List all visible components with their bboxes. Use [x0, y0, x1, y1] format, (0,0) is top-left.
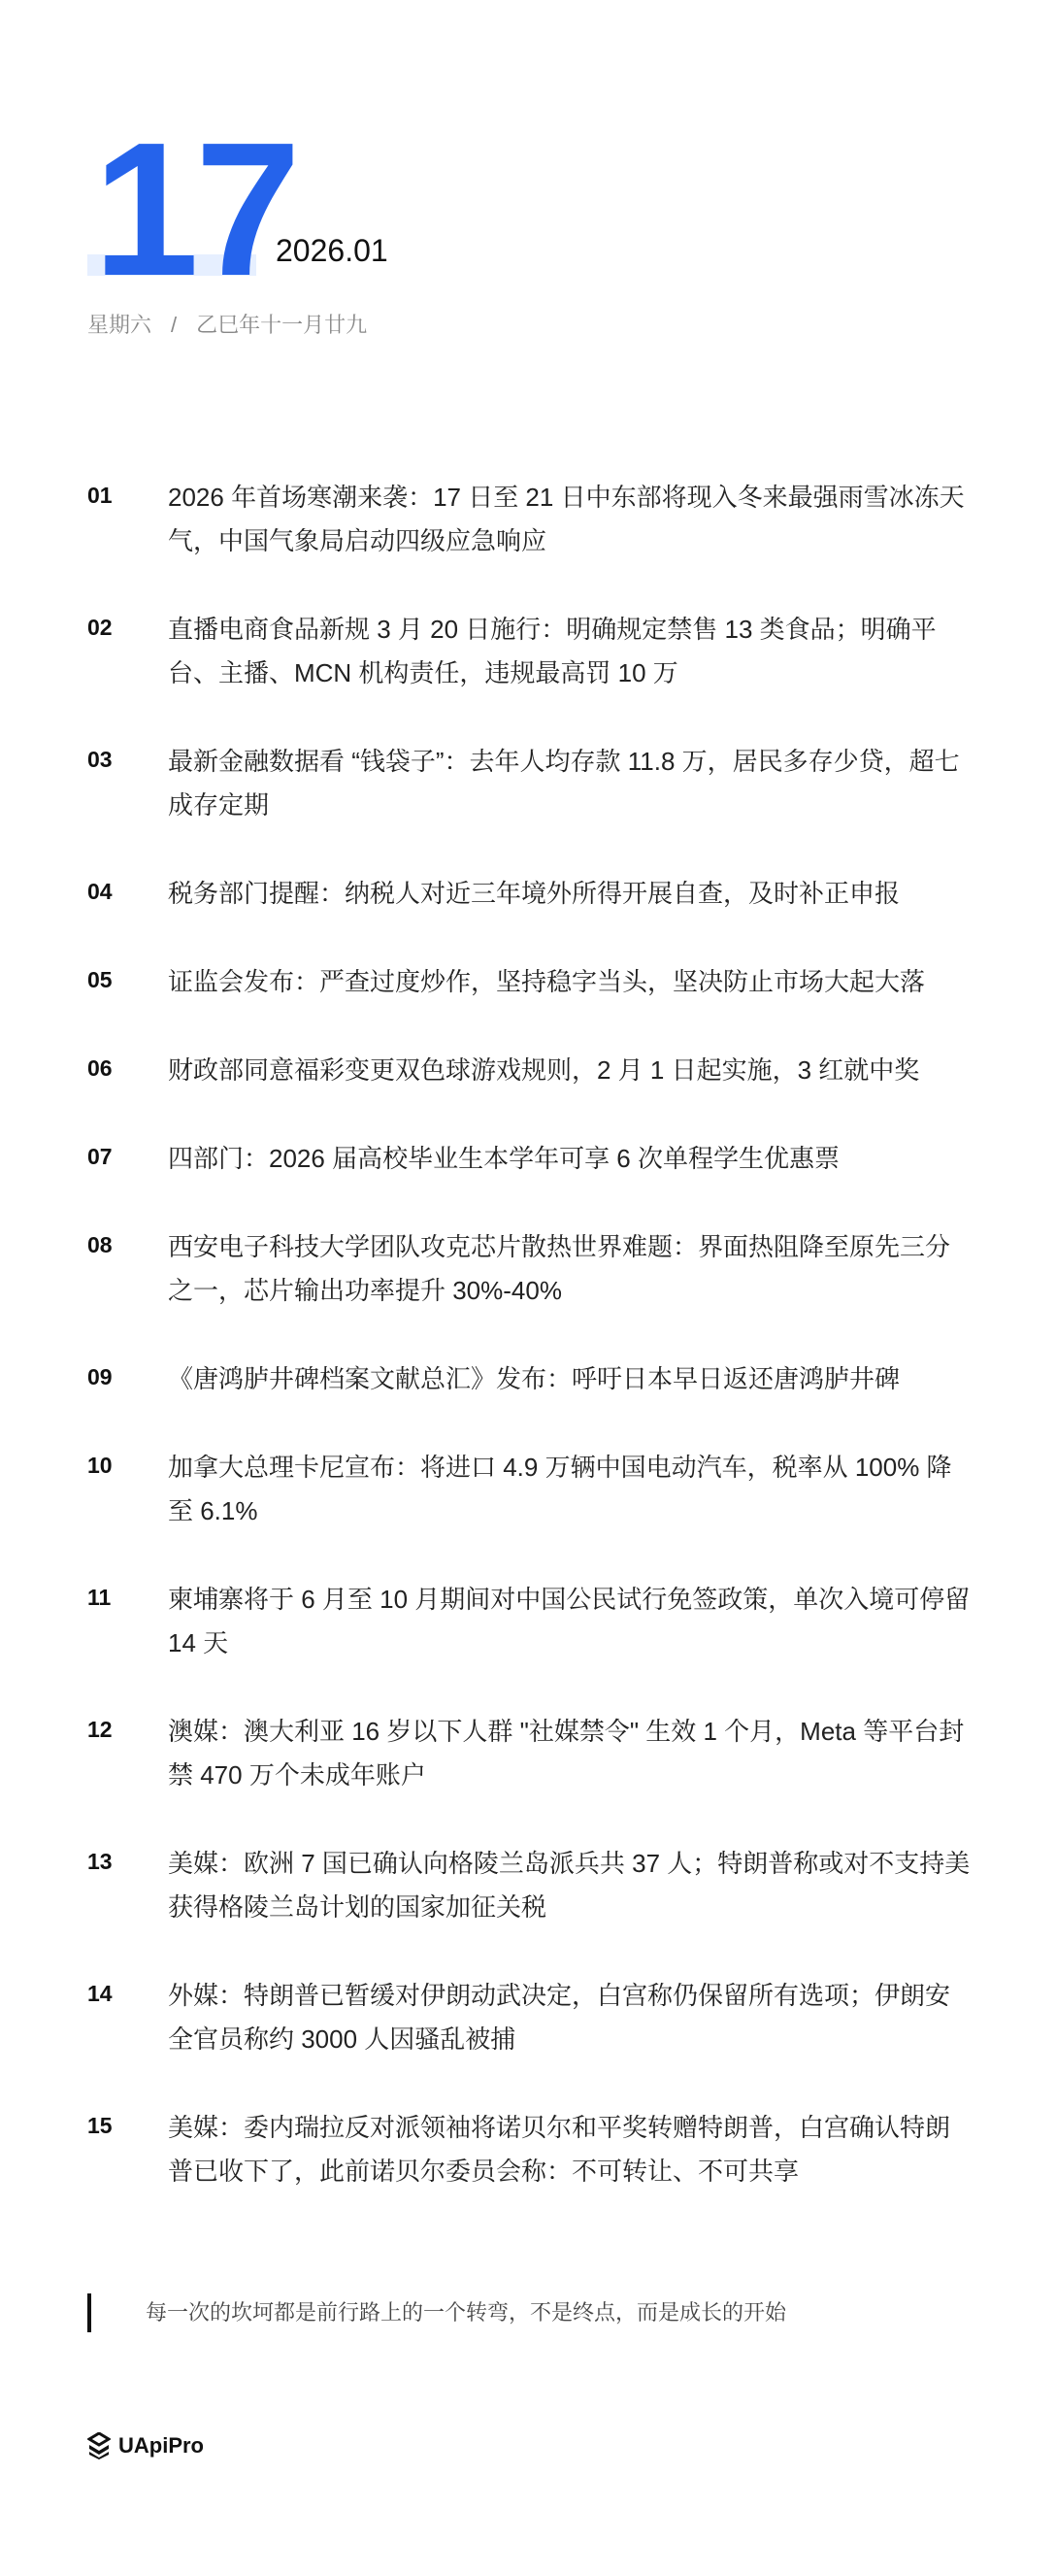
news-item — [87, 872, 980, 916]
news-item — [87, 1710, 980, 1797]
news-number: 14 — [87, 1981, 113, 2006]
news-item — [87, 1446, 980, 1533]
news-number: 01 — [87, 483, 113, 508]
quote: 每一次的坎坷都是前行路上的一个转弯，不是终点，而是成长的开始 — [87, 2293, 786, 2332]
news-text: 2026 年首场寒潮来袭：17 日至 21 日中东部将现入冬来最强雨雪冰冻天气，中国气象局启动四级应急响应 — [168, 483, 965, 555]
day-number: 17 — [93, 103, 298, 316]
news-text: 最新金融数据看 “钱袋子”：去年人均存款 11.8 万，居民多存少贷，超七成存定期 — [168, 747, 960, 820]
news-text: 证监会发布：严查过度炒作，坚持稳字当头，坚决防止市场大起大落 — [168, 967, 926, 996]
news-item — [87, 1137, 980, 1181]
news-number: 03 — [87, 747, 113, 772]
news-number: 07 — [87, 1144, 113, 1169]
year-month: 2026.01 — [276, 233, 388, 268]
news-text: 直播电商食品新规 3 月 20 日施行：明确规定禁售 13 类食品；明确平台、主播、MCN 机构责任，违规最高罚 10 万 — [168, 615, 937, 687]
news-text: 澳媒：澳大利亚 16 岁以下人群 "社媒禁令" 生效 1 个月，Meta 等平台封禁 470 万个未成年账户 — [168, 1717, 965, 1790]
separator: / — [171, 313, 178, 337]
news-number: 04 — [87, 879, 113, 904]
layers-icon — [87, 2432, 111, 2459]
news-item — [87, 960, 980, 1004]
news-text: 外媒：特朗普已暂缓对伊朗动武决定，白宫称仍保留所有选项；伊朗安全官员称约 3000 人因骚乱被捕 — [168, 1981, 951, 2054]
news-number: 11 — [87, 1585, 112, 1610]
news-item — [87, 1578, 980, 1665]
news-item — [87, 1049, 980, 1092]
news-number: 09 — [87, 1364, 113, 1389]
news-item — [87, 740, 980, 827]
lunar-date: 乙巳年十一月廿九 — [196, 313, 368, 337]
news-text: 《唐鸿胪井碑档案文献总汇》发布：呼吁日本早日返还唐鸿胪井碑 — [168, 1364, 901, 1393]
news-item — [87, 1357, 980, 1401]
news-number: 02 — [87, 615, 113, 640]
news-text: 柬埔寨将于 6 月至 10 月期间对中国公民试行免签政策，单次入境可停留 14 天 — [168, 1585, 971, 1657]
news-number: 15 — [87, 2113, 113, 2138]
news-number: 10 — [87, 1453, 113, 1478]
weekday: 星期六 — [87, 313, 152, 337]
news-text: 美媒：委内瑞拉反对派领袖将诺贝尔和平奖转赠特朗普，白宫确认特朗普已收下了，此前诺贝尔委员会称：不可转让、不可共享 — [168, 2113, 951, 2186]
news-item — [87, 1225, 980, 1313]
news-item — [87, 1842, 980, 1929]
news-number: 12 — [87, 1717, 113, 1742]
news-item — [87, 1974, 980, 2061]
brand — [87, 2432, 204, 2459]
news-number: 08 — [87, 1232, 113, 1257]
news-number: 13 — [87, 1849, 113, 1874]
date-subline — [87, 309, 367, 339]
news-text: 加拿大总理卡尼宣布：将进口 4.9 万辆中国电动汽车，税率从 100% 降至 6.1% — [168, 1453, 952, 1525]
news-text: 税务部门提醒：纳税人对近三年境外所得开展自查，及时补正申报 — [168, 879, 901, 908]
news-text: 西安电子科技大学团队攻克芯片散热世界难题：界面热阻降至原先三分之一，芯片输出功率提升 30%-40% — [168, 1232, 951, 1305]
news-item — [87, 2106, 980, 2193]
news-item — [87, 608, 980, 695]
brand-name: UApiPro — [118, 2433, 204, 2458]
news-item — [87, 476, 980, 563]
news-text: 四部门：2026 届高校毕业生本学年可享 6 次单程学生优惠票 — [168, 1144, 840, 1173]
news-number: 05 — [87, 967, 113, 992]
news-text: 美媒：欧洲 7 国已确认向格陵兰岛派兵共 37 人；特朗普称或对不支持美获得格陵兰岛计划的国家加征关税 — [168, 1849, 971, 1922]
news-list — [87, 476, 980, 2238]
news-number: 06 — [87, 1055, 113, 1081]
news-text: 财政部同意福彩变更双色球游戏规则，2 月 1 日起实施，3 红就中奖 — [168, 1055, 920, 1085]
